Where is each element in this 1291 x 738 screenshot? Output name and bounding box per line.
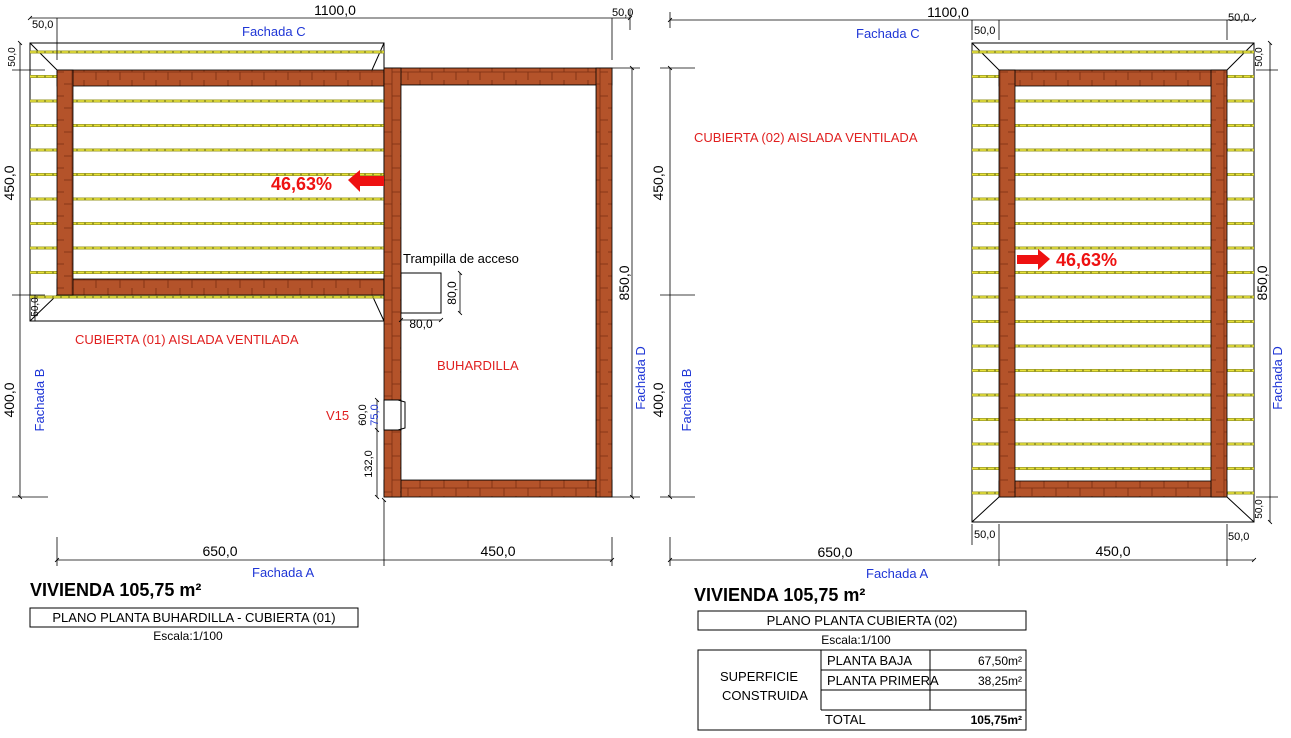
window-v15 — [384, 400, 401, 430]
attic-label: BUHARDILLA — [437, 358, 519, 373]
facade-c-label: Fachada C — [242, 24, 306, 39]
dim-left-bottom: 400,0 — [1, 382, 17, 418]
plan-1-title: VIVIENDA 105,75 m² — [30, 580, 202, 600]
surface-row-label: PLANTA PRIMERA — [827, 673, 939, 688]
plan-1 — [1, 2, 648, 643]
dim-bottom-right: 450,0 — [480, 543, 516, 559]
surface-row-value: 67,50m² — [977, 654, 1022, 668]
roof-2-label: CUBIERTA (02) AISLADA VENTILADA — [694, 130, 918, 145]
facade-b-label-2: Fachada B — [679, 368, 694, 432]
roof-1-brick-frame — [57, 70, 384, 295]
surface-group-label-2: CONSTRUIDA — [722, 688, 808, 703]
plan-1-name: PLANO PLANTA BUHARDILLA - CUBIERTA (01) — [52, 610, 336, 625]
dim-bottom-right-2: 450,0 — [1095, 543, 1131, 559]
dim-eave-top-left-2: 50,0 — [974, 25, 996, 37]
plan-1-scale: Escala:1/100 — [153, 629, 223, 643]
plan-2-name: PLANO PLANTA CUBIERTA (02) — [766, 613, 958, 628]
dim-right: 850,0 — [616, 265, 632, 301]
plan-2-title: VIVIENDA 105,75 m² — [694, 585, 866, 605]
facade-d-label-2: Fachada D — [1270, 346, 1285, 410]
dim-eave-top-right-2: 50,0 — [1228, 12, 1250, 24]
hatch-height-dim: 80,0 — [445, 281, 459, 305]
dim-eave-top-left: 50,0 — [32, 19, 54, 31]
dim-bottom-left-2: 650,0 — [817, 544, 853, 560]
dim-eave-right-bottom-2: 50,0 — [1254, 499, 1265, 519]
surface-row-value: 38,25m² — [977, 674, 1022, 688]
window-dim-60: 60,0 — [357, 404, 369, 426]
dim-eave-left-bottom: 50,0 — [30, 297, 41, 317]
surface-total-label: TOTAL — [825, 712, 866, 727]
dim-left-top-2: 450,0 — [650, 165, 666, 201]
dim-left-top: 450,0 — [1, 165, 17, 201]
hatch-label: Trampilla de acceso — [403, 251, 519, 266]
window-dim-132: 132,0 — [363, 450, 375, 478]
slope-label: 46,63% — [271, 174, 333, 194]
dim-right-2: 850,0 — [1254, 265, 1270, 301]
slope-label-2: 46,63% — [1056, 250, 1118, 270]
access-hatch — [401, 273, 441, 313]
window-label: V15 — [326, 408, 350, 423]
dim-eave-top-right: 50,0 — [612, 7, 634, 19]
dim-left-bottom-2: 400,0 — [650, 382, 666, 418]
roof-2-brick-frame — [999, 70, 1227, 497]
window-dim-75: 75,0 — [369, 404, 381, 426]
dim-total-top: 1100,0 — [314, 2, 356, 18]
plan-2 — [650, 4, 1285, 730]
dim-eave-bottom-left-2: 50,0 — [974, 529, 996, 541]
roof-1-label: CUBIERTA (01) AISLADA VENTILADA — [75, 332, 299, 347]
plan-2-scale: Escala:1/100 — [821, 633, 891, 647]
facade-b-label: Fachada B — [32, 368, 47, 432]
facade-a-label-2: Fachada A — [866, 566, 929, 581]
facade-c-label-2: Fachada C — [856, 26, 920, 41]
slope-arrow-icon — [1017, 249, 1050, 270]
surface-group-label-1: SUPERFICIE — [719, 669, 799, 684]
dim-eave-left-top: 50,0 — [7, 47, 18, 67]
dim-bottom-left: 650,0 — [202, 543, 238, 559]
surface-total-value: 105,75m² — [970, 713, 1022, 727]
facade-d-label: Fachada D — [633, 346, 648, 410]
dim-total-top-2: 1100,0 — [927, 4, 969, 20]
dim-eave-right-top-2: 50,0 — [1254, 47, 1265, 67]
hatch-width-dim: 80,0 — [409, 317, 433, 331]
surface-row-label: PLANTA BAJA — [827, 653, 913, 668]
dim-eave-bottom-right-2: 50,0 — [1228, 531, 1250, 543]
facade-a-label: Fachada A — [252, 565, 315, 580]
